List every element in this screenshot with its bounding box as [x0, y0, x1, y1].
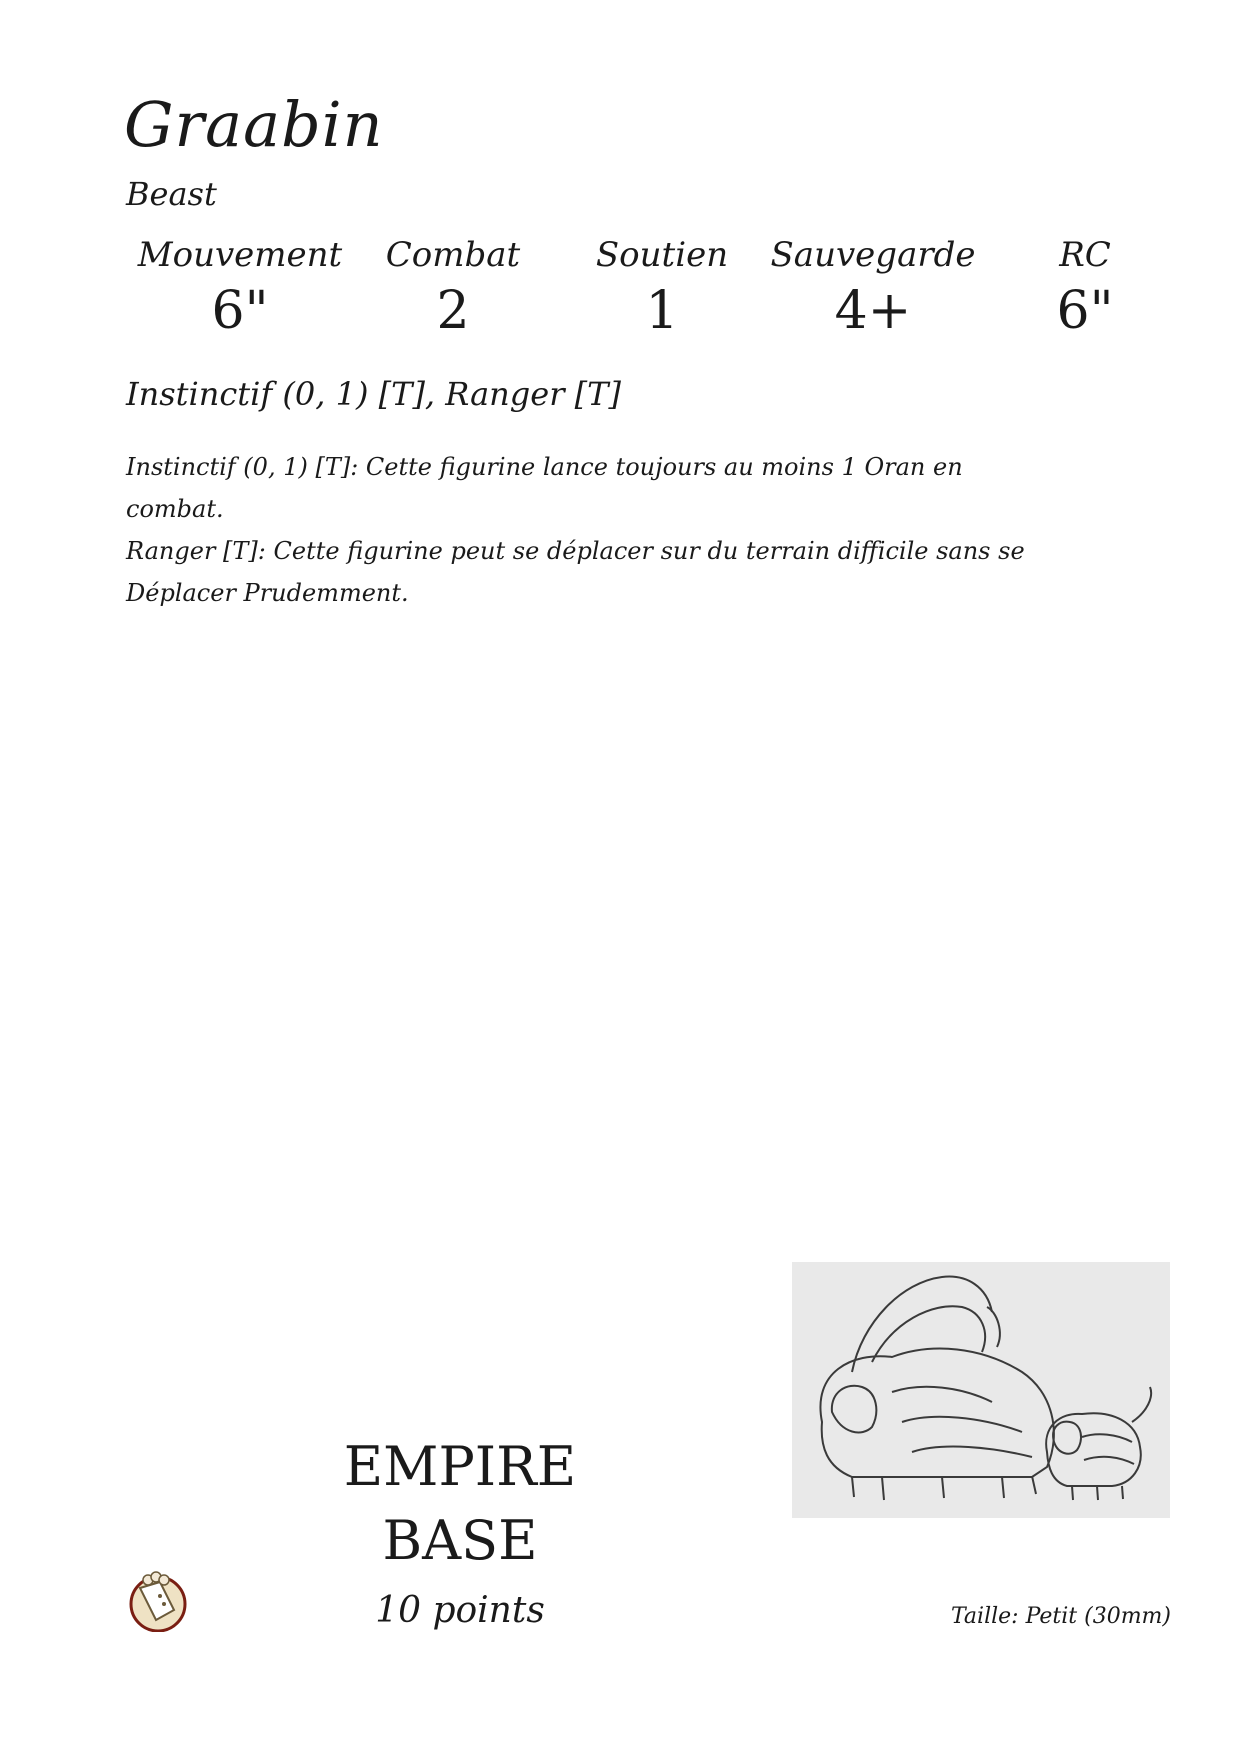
- unit-name: Graabin: [124, 88, 384, 161]
- stat-value: 6": [211, 281, 269, 341]
- stat-value: 1: [645, 281, 679, 341]
- unit-type: Beast: [126, 175, 217, 213]
- points-cost: 10 points: [375, 1590, 545, 1631]
- stat-value: 4+: [834, 281, 912, 341]
- graabin-sketch-illustration: [792, 1262, 1170, 1518]
- stat-mouvement: [120, 235, 360, 341]
- stat-label: Combat: [385, 235, 521, 275]
- faction-block: [300, 1430, 620, 1578]
- sketch-drawing: [792, 1262, 1170, 1518]
- stat-label: Sauvegarde: [770, 235, 976, 275]
- stat-combat: [333, 235, 573, 341]
- abilities-summary: Instinctif (0, 1) [T], Ranger [T]: [126, 375, 621, 413]
- dice-hand-logo-icon: [126, 1566, 190, 1632]
- rule-ranger: Ranger [T]: Cette figurine peut se déplacer sur du terrain difficile sans se Déplacer Prudemment.: [126, 537, 1025, 607]
- stat-label: Soutien: [595, 235, 729, 275]
- stat-sauvegarde: [753, 235, 993, 341]
- rule-instinctif: Instinctif (0, 1) [T]: Cette figurine lance toujours au moins 1 Oran en combat.: [126, 453, 963, 523]
- stat-value: 2: [436, 281, 470, 341]
- stat-rc: [965, 235, 1205, 341]
- stat-soutien: [542, 235, 782, 341]
- model-size: Taille: Petit (30mm): [950, 1604, 1171, 1629]
- stat-value: 6": [1056, 281, 1114, 341]
- stat-block: [120, 235, 1120, 345]
- logo-drawing: [126, 1566, 190, 1632]
- faction-tier: BASE: [382, 1509, 538, 1572]
- faction-name: EMPIRE: [343, 1435, 577, 1498]
- stat-label: Mouvement: [137, 235, 343, 275]
- stat-label: RC: [1059, 235, 1111, 275]
- rules-text: [126, 446, 1066, 614]
